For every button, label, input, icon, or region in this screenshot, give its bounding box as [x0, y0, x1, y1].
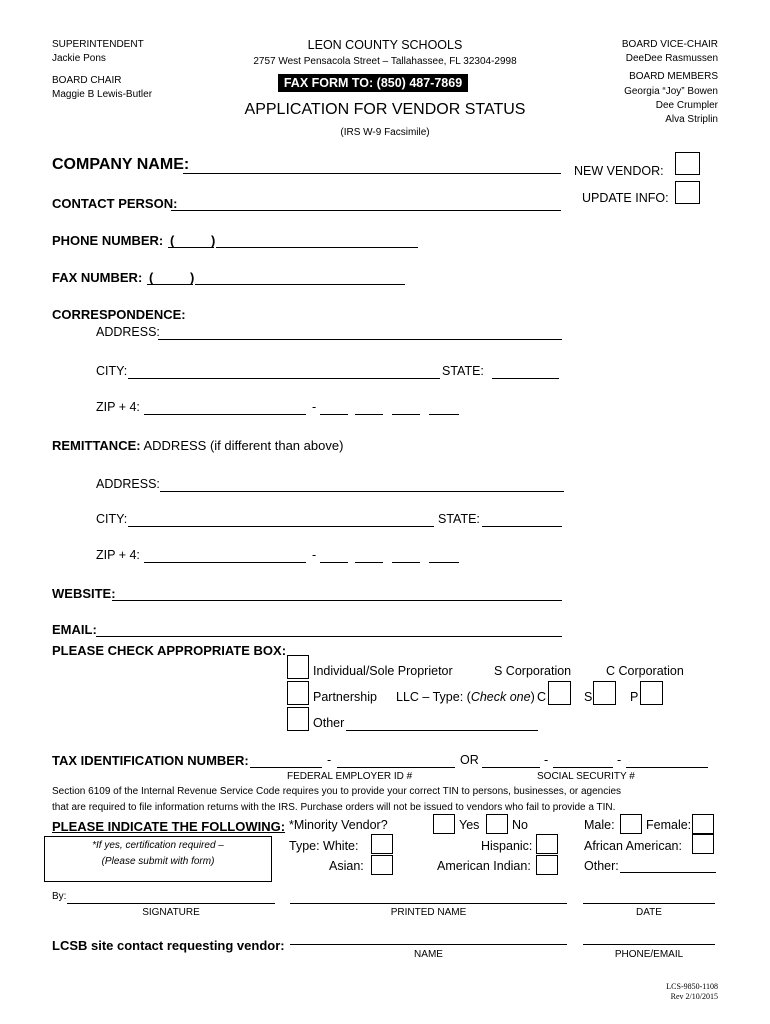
phone-area-close: ) [211, 233, 216, 248]
s-corporation-label[interactable]: S Corporation [494, 664, 572, 678]
corr-state-label: STATE: [442, 364, 484, 378]
superintendent-name: Jackie Pons [52, 53, 106, 64]
fein-part1-input[interactable] [250, 755, 322, 768]
female-label: Female: [646, 818, 692, 832]
board-member: Georgia “Joy” Bowen [624, 86, 718, 97]
signature-label: SIGNATURE [142, 907, 200, 918]
corr-state-input[interactable] [492, 366, 559, 379]
form-subtitle: (IRS W-9 Facsimile) [340, 127, 430, 138]
board-member: Alva Striplin [665, 114, 718, 125]
company-name-label: COMPANY NAME: [52, 156, 190, 173]
org-name: LEON COUNTY SCHOOLS [307, 38, 463, 52]
fein-label: FEDERAL EMPLOYER ID # [287, 771, 413, 782]
contact-name-line[interactable] [290, 944, 567, 945]
llc-c-label: C [537, 690, 547, 704]
remit-address-label: ADDRESS: [96, 477, 160, 491]
partnership-label: Partnership [313, 690, 377, 704]
asian-label: Asian: [329, 859, 364, 873]
remit-zip-dash: - [312, 548, 317, 562]
minority-no-label: No [512, 818, 528, 832]
superintendent-title: SUPERINTENDENT [52, 39, 144, 50]
form-title: APPLICATION FOR VENDOR STATUS [244, 101, 526, 118]
minority-yes-label: Yes [459, 818, 480, 832]
corr-zip-input[interactable] [144, 402, 306, 415]
remit-zip-label: ZIP + 4: [96, 548, 140, 562]
fax-number-label: FAX NUMBER: [52, 270, 143, 285]
corr-zip-dash: - [312, 400, 317, 414]
male-label: Male: [584, 818, 615, 832]
fein-part2-input[interactable] [337, 755, 455, 768]
remit-state-label: STATE: [438, 512, 480, 526]
org-address: 2757 West Pensacola Street – Tallahassee, FL 32304-2998 [253, 56, 517, 67]
email-label: EMAIL: [52, 622, 97, 637]
printed-name-line[interactable] [290, 903, 567, 904]
fax-number-input[interactable] [195, 272, 405, 285]
corr-city-label: CITY: [96, 364, 128, 378]
llc-type-label: LLC – Type: (Check one) [396, 690, 535, 704]
phone-number-input[interactable] [216, 235, 418, 248]
contact-phone-email-line[interactable] [583, 944, 715, 945]
minority-heading: PLEASE INDICATE THE FOLLOWING: [52, 819, 286, 834]
certification-note-line-2: (Please submit with form) [101, 856, 215, 867]
individual-label: Individual/Sole Proprietor [313, 664, 453, 678]
correspondence-label: CORRESPONDENCE: [52, 307, 186, 322]
vice-chair-title: BOARD VICE-CHAIR [621, 39, 718, 50]
african-american-checkbox[interactable] [692, 834, 714, 854]
llc-c-checkbox[interactable] [548, 681, 571, 705]
type-white-label: Type: White: [289, 839, 359, 853]
vice-chair-name: DeeDee Rasmussen [625, 53, 718, 64]
minority-yes-checkbox[interactable] [433, 814, 455, 834]
remit-zip4-digit[interactable] [392, 550, 420, 563]
corr-address-label: ADDRESS: [96, 325, 160, 339]
ssn-part1-input[interactable] [482, 755, 540, 768]
corr-zip4-digit[interactable] [320, 402, 348, 415]
form-number: LCS-9850-1108 [666, 982, 718, 991]
individual-checkbox[interactable] [287, 655, 309, 679]
corr-zip4-digit[interactable] [429, 402, 459, 415]
llc-p-checkbox[interactable] [640, 681, 663, 705]
african-american-label: African American: [584, 839, 682, 853]
by-label: By: [52, 891, 67, 902]
asian-checkbox[interactable] [371, 855, 393, 875]
llc-s-checkbox[interactable] [593, 681, 616, 705]
corr-zip4-digit[interactable] [392, 402, 420, 415]
hispanic-checkbox[interactable] [536, 834, 558, 854]
fein-dash: - [327, 753, 332, 767]
remittance-label: REMITTANCE: ADDRESS (if different than above) [52, 438, 344, 453]
lcsb-contact-heading: LCSB site contact requesting vendor: [52, 938, 285, 953]
phone-number-label: PHONE NUMBER: [52, 233, 164, 248]
male-checkbox[interactable] [620, 814, 642, 834]
american-indian-label: American Indian: [437, 859, 531, 873]
phone-area-open: ( [170, 233, 175, 248]
board-chair-title: BOARD CHAIR [52, 75, 122, 86]
ssn-part3-input[interactable] [626, 755, 708, 768]
other-entity-label: Other [313, 716, 345, 730]
website-input[interactable] [112, 588, 562, 601]
tin-notice-line-2: that are required to file information returns with the IRS. Purchase orders will not be issued to vendors who fail to provide a TIN. [52, 802, 616, 813]
signature-line[interactable] [67, 903, 275, 904]
llc-s-label: S [584, 690, 593, 704]
american-indian-checkbox[interactable] [536, 855, 558, 875]
remit-state-input[interactable] [482, 514, 562, 527]
corr-zip4-digit[interactable] [355, 402, 383, 415]
contact-phone-email-label: PHONE/EMAIL [614, 949, 684, 960]
fax-area-input[interactable] [147, 272, 193, 285]
c-corporation-label[interactable]: C Corporation [606, 664, 684, 678]
contact-name-label: NAME [414, 949, 443, 960]
tin-notice-line-1: Section 6109 of the Internal Revenue Service Code requires you to provide your correct TIN to persons, businesses, or agencies [52, 786, 622, 797]
printed-name-label: PRINTED NAME [390, 907, 467, 918]
other-minority-label: Other: [584, 859, 619, 873]
other-minority-input[interactable] [620, 860, 716, 873]
date-label: DATE [636, 907, 662, 918]
email-input[interactable] [96, 624, 562, 637]
remit-city-label: CITY: [96, 512, 128, 526]
other-entity-checkbox[interactable] [287, 707, 309, 731]
corr-zip-label: ZIP + 4: [96, 400, 140, 414]
ssn-dash-2: - [617, 753, 622, 767]
other-entity-input[interactable] [346, 718, 538, 731]
company-name-input[interactable] [183, 160, 561, 174]
remit-zip4-digit[interactable] [355, 550, 383, 563]
entity-heading: PLEASE CHECK APPROPRIATE BOX: [52, 643, 287, 658]
ssn-dash-1: - [544, 753, 549, 767]
minority-question: *Minority Vendor? [289, 818, 388, 832]
new-vendor-checkbox[interactable] [675, 152, 700, 175]
certification-note-line-1: *If yes, certification required – [92, 840, 224, 851]
ssn-label: SOCIAL SECURITY # [537, 771, 635, 782]
update-info-checkbox[interactable] [675, 181, 700, 204]
fax-banner: FAX FORM TO: (850) 487-7869 [278, 74, 468, 92]
board-member: Dee Crumpler [655, 100, 718, 111]
update-info-label: UPDATE INFO: [582, 191, 669, 205]
remit-zip-input[interactable] [144, 550, 306, 563]
tax-id-heading: TAX IDENTIFICATION NUMBER: [52, 753, 249, 768]
remit-address-input[interactable] [160, 479, 564, 492]
remit-zip4-digit[interactable] [320, 550, 348, 563]
hispanic-label: Hispanic: [481, 839, 533, 853]
board-chair-name: Maggie B Lewis-Butler [52, 89, 153, 100]
fax-area-close: ) [190, 270, 195, 285]
date-line[interactable] [583, 903, 715, 904]
form-revision: Rev 2/10/2015 [670, 992, 718, 1001]
llc-p-label: P [630, 690, 639, 704]
ssn-part2-input[interactable] [553, 755, 613, 768]
new-vendor-label: NEW VENDOR: [574, 164, 664, 178]
remit-city-input[interactable] [128, 514, 434, 527]
fax-area-open: ( [149, 270, 154, 285]
female-checkbox[interactable] [692, 814, 714, 834]
board-members-title: BOARD MEMBERS [629, 71, 718, 82]
partnership-checkbox[interactable] [287, 681, 309, 705]
tax-or-label: OR [460, 753, 479, 767]
white-checkbox[interactable] [371, 834, 393, 854]
contact-person-label: CONTACT PERSON: [52, 196, 178, 211]
corr-address-input[interactable] [158, 327, 562, 340]
minority-no-checkbox[interactable] [486, 814, 508, 834]
remit-zip4-digit[interactable] [429, 550, 459, 563]
website-label: WEBSITE: [52, 586, 116, 601]
contact-person-input[interactable] [171, 198, 561, 211]
corr-city-input[interactable] [128, 366, 440, 379]
phone-area-input[interactable] [168, 235, 214, 248]
